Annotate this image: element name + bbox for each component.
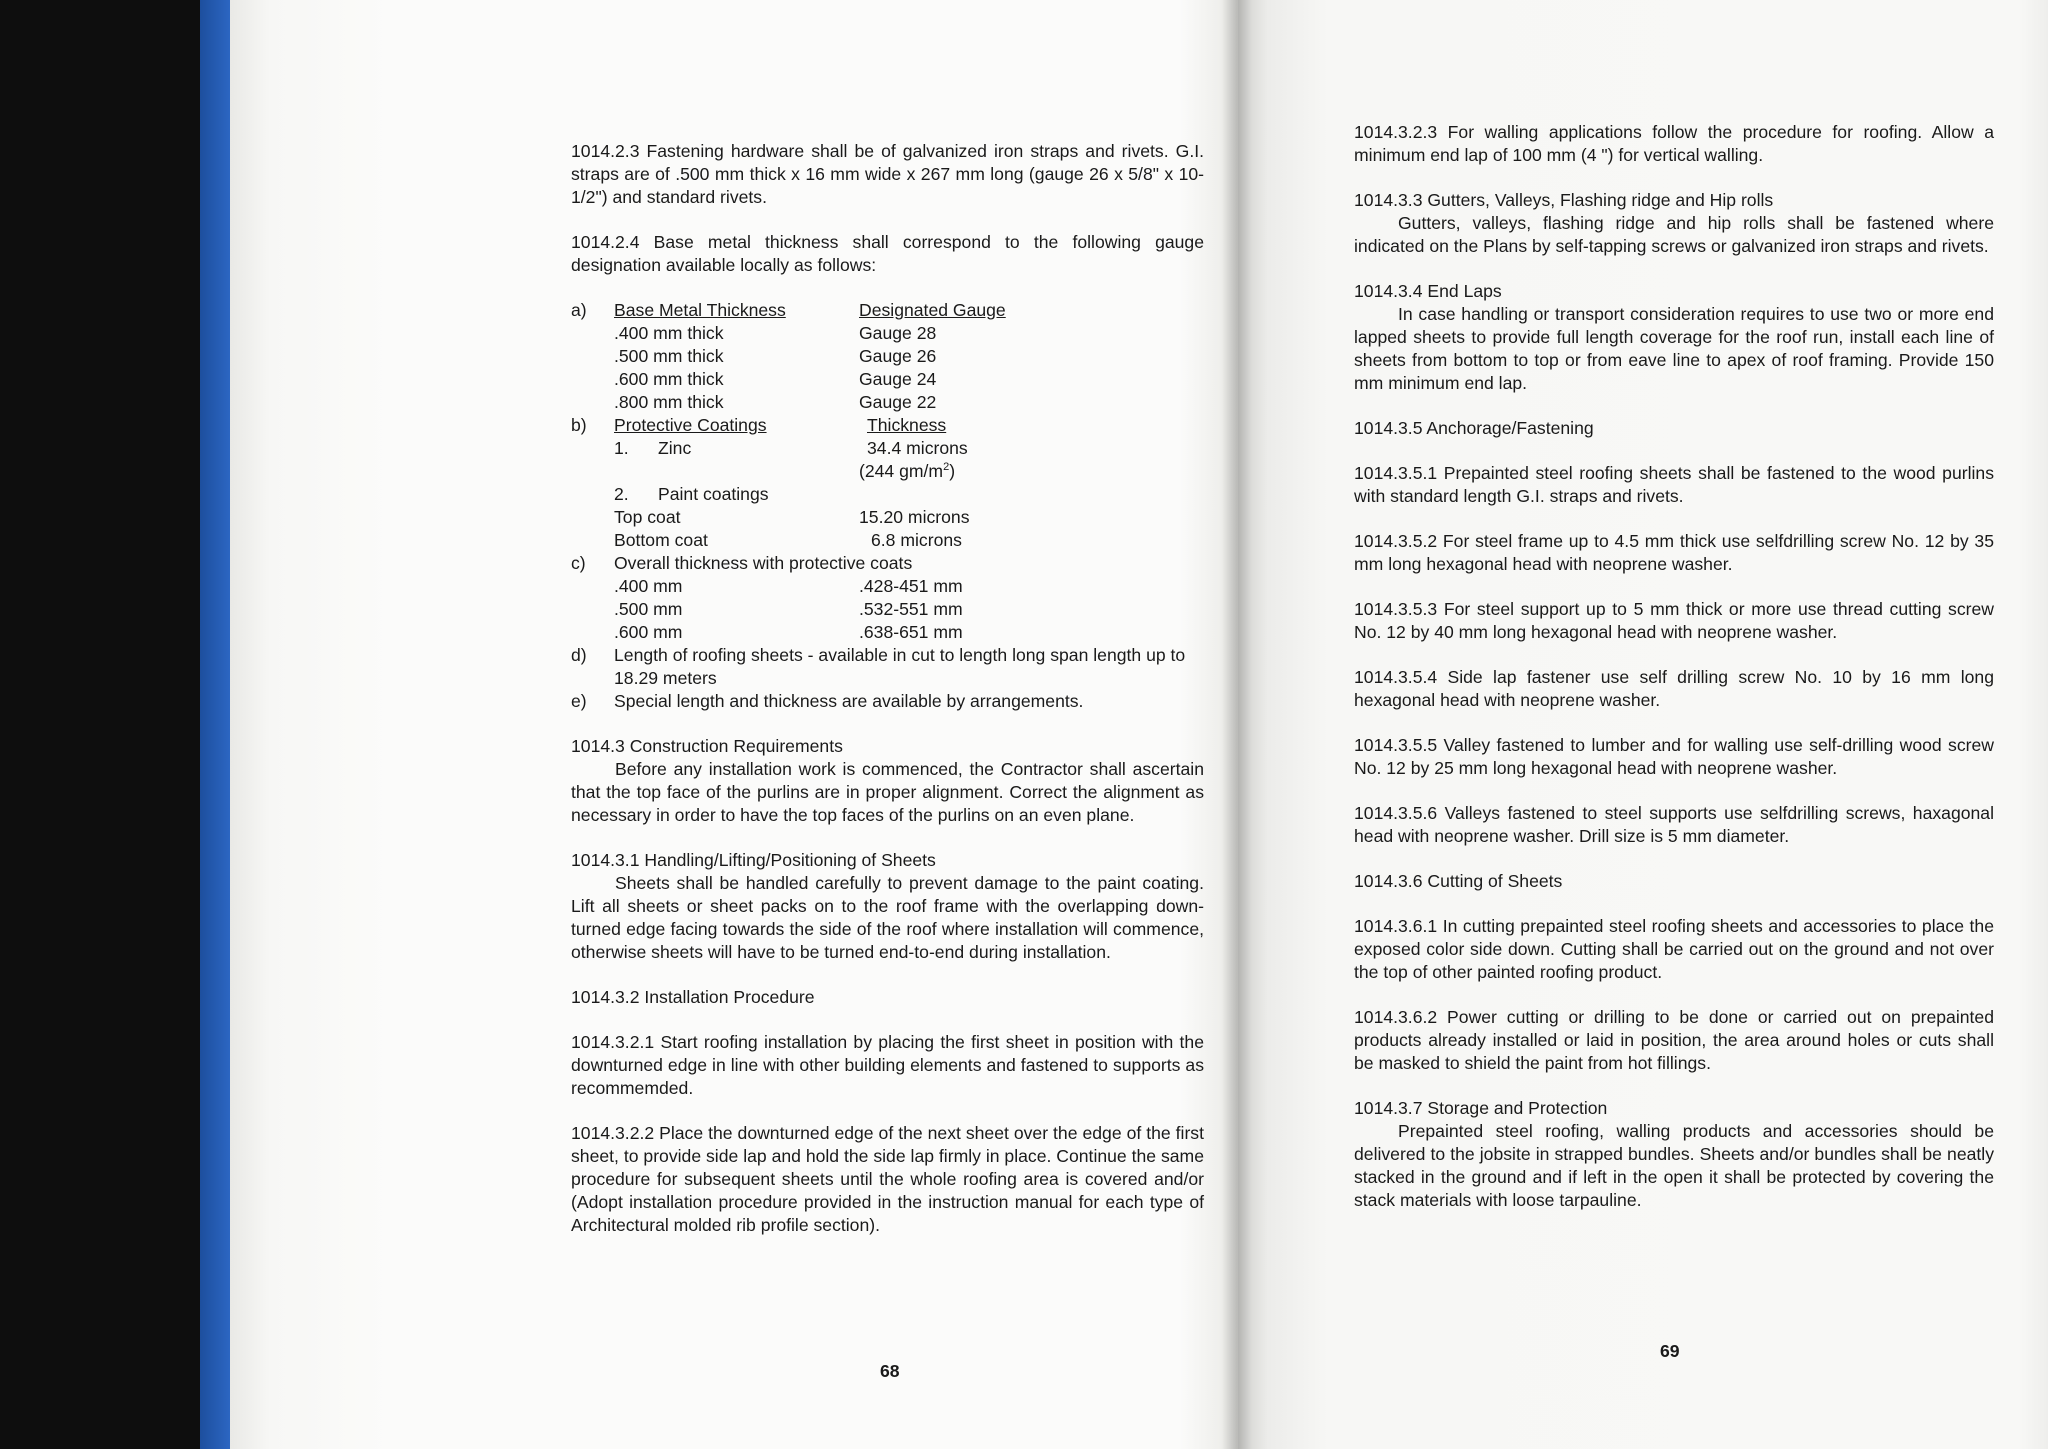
section-1014-3-2-2: 1014.3.2.2 Place the downturned edge of the next sheet over the edge of the first sheet, to provide side lap and hold the side lap firmly in place. Continue the same procedure for subsequent sheets until the whole roofing area is covered and/or (Adopt installation procedure provided in the instruction manual for each type of Architectural molded rib profile section).	[571, 1123, 1204, 1235]
section-1014-3-6-1: 1014.3.6.1 In cutting prepainted steel roofing sheets and accessories to place the exposed color side down. Cutting shall be carried out on the ground and not over the top of other painted roofing product.	[1354, 916, 1994, 982]
section-1014-3-5-5: 1014.3.5.5 Valley fastened to lumber and for walling use self-drilling wood screw No. 12 by 25 mm long hexagonal head with neoprene washer.	[1354, 735, 1994, 778]
section-1014-3-1-body: Sheets shall be handled carefully to prevent damage to the paint coating. Lift all sheets or sheet packs on to the roof frame with the overlapping down-turned edge facing towards the side of the roof where installation will commence, otherwise sheets will have to be turned end-to-end during installation.	[571, 873, 1204, 962]
book-cover-edge	[200, 0, 230, 1449]
section-1014-2-3: 1014.2.3 Fastening hardware shall be of galvanized iron straps and rivets. G.I. straps are of .500 mm thick x 16 mm wide x 267 mm long (gauge 26 x 5/8" x 10-1/2") and standard rivets.	[571, 141, 1204, 207]
page-number-left: 68	[880, 1361, 900, 1381]
section-heading-1014-3: 1014.3 Construction Requirements	[571, 736, 843, 756]
section-1014-2-4: 1014.2.4 Base metal thickness shall correspond to the following gauge designation available locally as follows:	[571, 232, 1204, 275]
section-heading-1014-3-3: 1014.3.3 Gutters, Valleys, Flashing ridge and Hip rolls	[1354, 190, 1774, 210]
left-page-content	[571, 140, 1204, 1259]
section-1014-3-6-2: 1014.3.6.2 Power cutting or drilling to be done or carried out on prepainted products already installed or laid in position, the area around holes or cuts shall be masked to shield the paint from hot fillings.	[1354, 1007, 1994, 1073]
table-row: (244 $gm/m^2$)	[859, 461, 956, 481]
list-item-a: a) Base Metal Thickness Designated Gauge	[571, 299, 1204, 322]
section-1014-3-2-3: 1014.3.2.3 For walling applications follow the procedure for roofing. Allow a minimum end lap of 100 mm (4 ") for vertical walling.	[1354, 122, 1994, 165]
section-heading-1014-3-6: 1014.3.6 Cutting of Sheets	[1354, 871, 1563, 891]
right-page-content	[1354, 121, 1994, 1234]
section-heading-1014-3-5: 1014.3.5 Anchorage/Fastening	[1354, 418, 1594, 438]
section-heading-1014-3-4: 1014.3.4 End Laps	[1354, 281, 1502, 301]
table-row: .500 mm .532-551 mm	[614, 599, 963, 619]
section-heading-1014-3-2: 1014.3.2 Installation Procedure	[571, 987, 815, 1007]
section-1014-3-5-3: 1014.3.5.3 For steel support up to 5 mm thick or more use thread cutting screw No. 12 by 40 mm long hexagonal head with neoprene washer.	[1354, 599, 1994, 642]
section-1014-3-5-4: 1014.3.5.4 Side lap fastener use self drilling screw No. 10 by 16 mm long hexagonal head with neoprene washer.	[1354, 667, 1994, 710]
table-row: .400 mm thick Gauge 28	[614, 323, 937, 343]
column-header-base-metal: Base Metal Thickness	[614, 300, 786, 320]
column-header-gauge: Designated Gauge	[859, 300, 1006, 320]
column-header-thickness: Thickness	[867, 415, 947, 435]
table-row: .400 mm .428-451 mm	[614, 576, 963, 596]
section-1014-3-4-body: In case handling or transport consideration requires to use two or more end lapped sheets to provide full length coverage for the roof run, install each line of sheets from bottom to top or from eave line to apex of roof framing. Provide 150 mm minimum end lap.	[1354, 304, 1994, 393]
section-heading-1014-3-7: 1014.3.7 Storage and Protection	[1354, 1098, 1608, 1118]
table-row: Top coat 15.20 microns	[614, 507, 970, 527]
section-heading-1014-3-1: 1014.3.1 Handling/Lifting/Positioning of Sheets	[571, 850, 936, 870]
column-header-coatings: Protective Coatings	[614, 415, 767, 435]
table-row: .800 mm thick Gauge 22	[614, 392, 937, 412]
list-item-b: b) Protective Coatings Thickness	[571, 414, 1204, 437]
section-1014-3-5-1: 1014.3.5.1 Prepainted steel roofing sheets shall be fastened to the wood purlins with standard length G.I. straps and rivets.	[1354, 463, 1994, 506]
table-row: .600 mm thick Gauge 24	[614, 369, 937, 389]
table-row: .500 mm thick Gauge 26	[614, 346, 937, 366]
list-item-e: e) Special length and thickness are available by arrangements.	[571, 691, 1084, 711]
section-1014-3-5-2: 1014.3.5.2 For steel frame up to 4.5 mm thick use selfdrilling screw No. 12 by 35 mm long hexagonal head with neoprene washer.	[1354, 531, 1994, 574]
page-number-right: 69	[1660, 1341, 1680, 1361]
list-item-d: d) Length of roofing sheets - available in cut to length long span length up to 18.29 meters	[571, 645, 1186, 688]
list-item-c: c) Overall thickness with protective coats	[571, 553, 913, 573]
section-1014-3-7-body: Prepainted steel roofing, walling products and accessories should be delivered to the jobsite in strapped bundles. Sheets and/or bundles shall be neatly stacked in the ground and if left in the open it shall be protected by covering the stack materials with loose tarpauline.	[1354, 1121, 1994, 1210]
section-1014-3-3-body: Gutters, valleys, flashing ridge and hip rolls shall be fastened where indicated on the Plans by self-tapping screws or galvanized iron straps and rivets.	[1354, 213, 1994, 256]
table-row: 2. Paint coatings	[614, 484, 769, 504]
scan-background	[0, 0, 200, 1449]
gauge-list	[571, 299, 1204, 713]
table-row: Bottom coat 6.8 microns	[614, 530, 962, 550]
section-1014-3-2-1: 1014.3.2.1 Start roofing installation by placing the first sheet in position with the downturned edge in line with other building elements and fastened to supports as recommemded.	[571, 1032, 1204, 1098]
table-row: 1. Zinc 34.4 microns	[614, 438, 968, 458]
table-row: .600 mm .638-651 mm	[614, 622, 963, 642]
book-gutter	[1222, 0, 1252, 1449]
section-1014-3-body: Before any installation work is commenced, the Contractor shall ascertain that the top face of the purlins are in proper alignment. Correct the alignment as necessary in order to have the top faces of the purlins on an even plane.	[571, 759, 1204, 825]
section-1014-3-5-6: 1014.3.5.6 Valleys fastened to steel supports use selfdrilling screws, haxagonal head with neoprene washer. Drill size is 5 mm diameter.	[1354, 803, 1994, 846]
